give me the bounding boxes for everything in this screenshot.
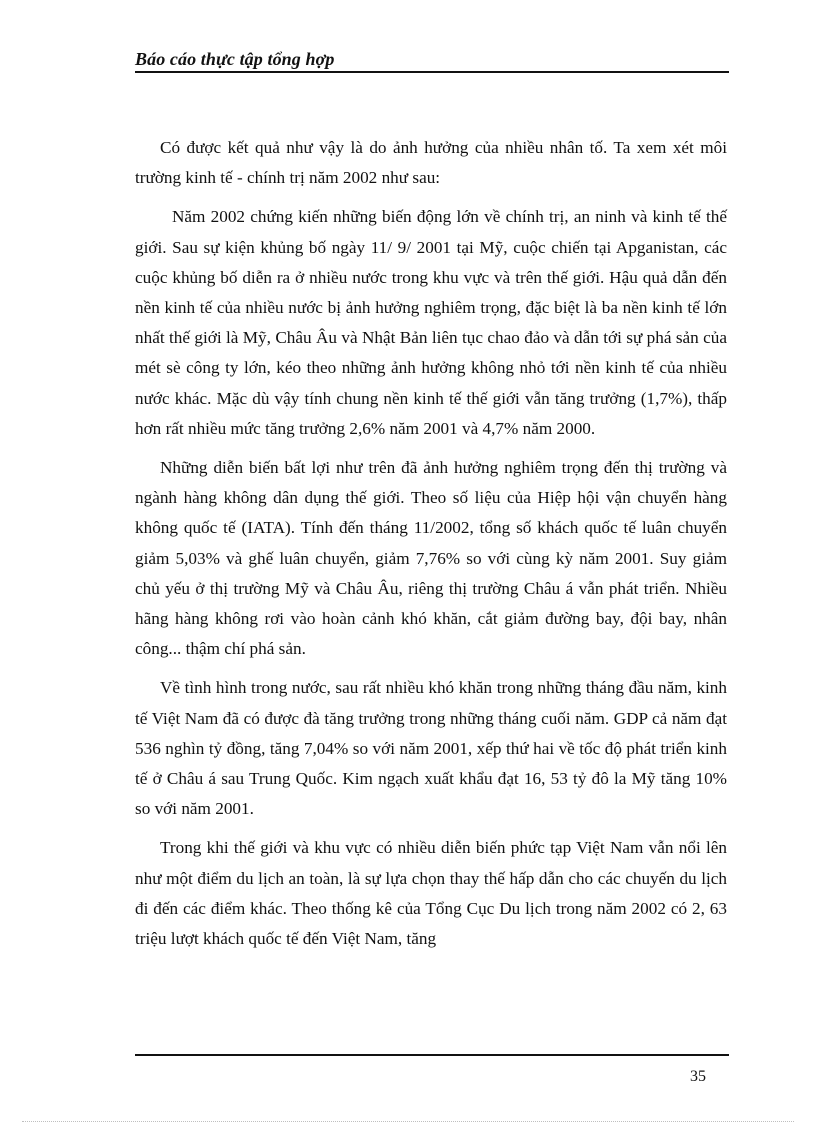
paragraph-tourism: Trong khi thế giới và khu vực có nhiều diễn biến phức tạp Việt Nam vẫn nổi lên như một điểm du lịch an toàn, là sự lựa chọn thay thế hấp dẫn cho các chuyến du lịch đi đến các điểm khác. Theo thống kê của Tổng Cục Du lịch trong năm 2002 có 2, 63 triệu lượt khách quốc tế đến Việt Nam, tăng (135, 838, 727, 949)
page-number: 35 (690, 1068, 706, 1085)
header-rule (135, 71, 729, 73)
paragraph-intro: Có được kết quả như vậy là do ảnh hưởng của nhiều nhân tố. Ta xem xét môi trường kinh tế - chính trị năm 2002 như sau: (135, 138, 727, 188)
paragraph-world-economy: Năm 2002 chứng kiến những biến động lớn về chính trị, an ninh và kinh tế thế giới. Sau sự kiện khủng bố ngày 11/ 9/ 2001 tại Mỹ, cuộc chiến tại Apganistan, các cuộc khủng bố diễn ra ở nhiều nước trong khu vực và trên thế giới. Hậu quả dẫn đến nền kinh tế của nhiều nước bị ảnh hưởng nghiêm trọng, đặc biệt là ba nền kinh tế lớn nhất thế giới là Mỹ, Châu Âu và Nhật Bản liên tục chao đảo và dẫn tới sự phá sản của mét sè công ty lớn, kéo theo những ảnh hưởng không nhỏ tới nền kinh tế của nhiều nước khác. Mặc dù vậy tính chung nền kinh tế thế giới vẫn tăng trưởng (1,7%), thấp hơn rất nhiều mức tăng trưởng 2,6% năm 2001 và 4,7% năm 2000. (135, 207, 727, 438)
footer-rule (135, 1054, 729, 1056)
running-header-title: Báo cáo thực tập tổng hợp (135, 49, 335, 69)
body-text (135, 133, 727, 963)
paragraph-aviation-market: Những diễn biến bất lợi như trên đã ảnh hưởng nghiêm trọng đến thị trường và ngành hàng không dân dụng thế giới. Theo số liệu của Hiệp hội vận chuyển hàng không quốc tế (IATA). Tính đến tháng 11/2002, tổng số khách quốc tế luân chuyển giảm 5,03% và ghế luân chuyển, giảm 7,76% so với cùng kỳ năm 2001. Suy giảm chủ yếu ở thị trường Mỹ và Châu Âu, riêng thị trường Châu á vẫn phát triển. Nhiều hãng hàng không rơi vào hoàn cảnh khó khăn, cắt giảm đường bay, đội bay, nhân công... thậm chí phá sản. (135, 458, 727, 659)
page-edge-divider (22, 1121, 794, 1122)
paragraph-domestic-economy: Về tình hình trong nước, sau rất nhiều khó khăn trong những tháng đầu năm, kinh tế Việt Nam đã có được đà tăng trưởng trong những tháng cuối năm. GDP cả năm đạt 536 nghìn tỷ đồng, tăng 7,04% so với năm 2001, xếp thứ hai về tốc độ phát triển kinh tế ở Châu á sau Trung Quốc. Kim ngạch xuất khẩu đạt 16, 53 tỷ đô la Mỹ tăng 10% so với năm 2001. (135, 678, 727, 819)
